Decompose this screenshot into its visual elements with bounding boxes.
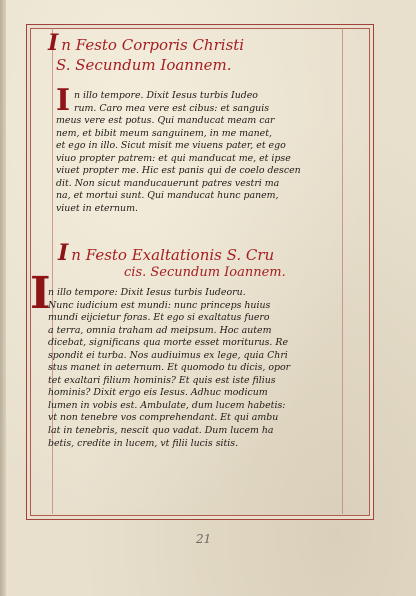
text-line: lumen in vobis est. Ambulate, dum lucem habetis: [48,399,286,411]
folio-number: 21 [196,532,212,546]
text-line: viuet propter me. Hic est panis qui de coelo descen [56,165,301,177]
text-line: betis, credite in lucem, vt filii lucis sitis. [48,437,239,449]
text-line: Nunc iudicium est mundi: nunc princeps huius [48,299,271,311]
heading-line-2: cis. Secundum Ioannem. [124,265,286,280]
text-line: stus manet in aeternum. Et quomodo tu dicis, opor [48,362,291,374]
heading-line-2: S. Secundum Ioannem. [56,56,232,74]
text-line: viuet in eternum. [56,202,138,214]
text-line: spondit ei turba. Nos audiuimus ex lege, quia Chri [48,349,288,361]
text-line: et ego in illo. Sicut misit me viuens pater, et ego [56,140,286,152]
text-line: n illo tempore. Dixit Iesus turbis Iudeo [74,90,258,101]
heading-initial: I [58,240,69,266]
text-line: dicebat, significans qua morte esset moriturus. Re [48,337,288,349]
heading-exaltation-cross-subtitle [124,264,286,282]
text-line: nem, et bibit meum sanguinem, in me manet, [56,127,272,139]
text-line: n illo tempore: Dixit Iesus turbis Iudeoru. [48,287,246,298]
text-line: viuo propter patrem: et qui manducat me, et ipse [56,152,291,164]
text-line: a terra, omnia traham ad meipsum. Hoc autem [48,324,272,336]
heading-initial: I [48,30,59,56]
text-line: dit. Non sicut manducauerunt patres vestri ma [56,177,280,189]
text-line: vt non tenebre vos comprehendant. Et qui ambu [48,412,279,424]
drop-cap-initial: I [56,83,71,118]
text-line: tet exaltari filium hominis? Et quis est iste filius [48,374,276,386]
heading-line-1: n Festo Exaltationis S. Cru [71,246,275,264]
heading-line-1: n Festo Corporis Christi [61,36,245,54]
text-line: mundi eijcietur foras. Et ego si exaltatus fuero [48,312,270,324]
gospel-reading-corpus-christi [74,90,344,115]
text-line: lat in tenebris, nescit quo vadat. Dum lucem ha [48,425,274,437]
text-line: rum. Caro mea vere est cibus: et sanguis [74,102,270,114]
gospel-reading-exaltation-cross [48,287,348,450]
text-line: hominis? Dixit ergo eis Iesus. Adhuc modicum [48,387,268,399]
heading-corpus-christi-subtitle [56,56,232,74]
drop-cap-initial: I [30,268,51,319]
text-line: meus vere est potus. Qui manducat meam car [56,115,275,126]
heading-exaltation-cross [58,240,275,266]
gospel-reading-corpus-christi-continued [56,115,348,215]
heading-corpus-christi [48,30,245,56]
text-line: na, et mortui sunt. Qui manducat hunc panem, [56,190,279,202]
